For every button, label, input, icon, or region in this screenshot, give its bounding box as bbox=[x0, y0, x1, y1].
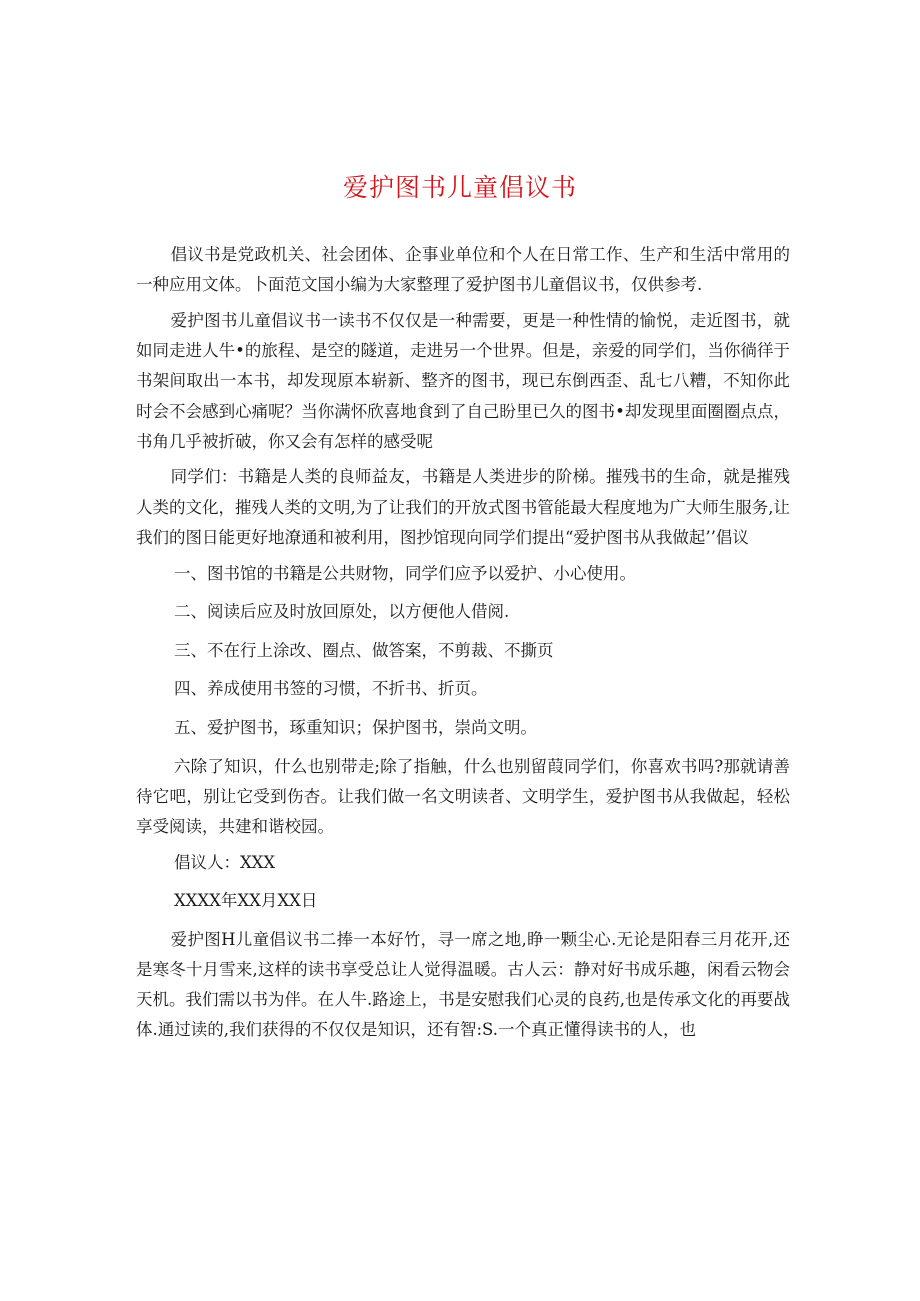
document-body bbox=[136, 240, 790, 1051]
date-line: XXXX年XX月XX日 bbox=[173, 891, 318, 911]
intro-paragraph: 倡议书是党政机关、社会团体、企事业单位和个人在日常工作、生产和生活中常用的一种应用文体。卜面范文国小编为大家整理了爱护图书儿童倡议书，仅供参考. bbox=[136, 245, 790, 295]
proposal-item: 五、爱护图书，琢重知识；保护图书，崇尚文明。 bbox=[173, 717, 537, 737]
proposal-item: 三、不在行上涂改、圈点、做答案，不剪裁、不撕页 bbox=[173, 640, 554, 660]
document-title: 爱护图书儿童倡议书 bbox=[342, 173, 577, 202]
classmates-paragraph: 同学们：书籍是人类的良师益友，书籍是人类进步的阶梯。摧残书的生命，就是摧残人类的文化，摧残人类的文明,为了让我们的开放式图书管能最大程度地为广大师生服务,让我们的图日能更好地潦通和被利用，图抄馆现向同学们提出“爱护图书从我做起’’倡议 bbox=[136, 467, 790, 547]
proposal-item: 一、图书馆的书籍是公共财物，同学们应予以爱护、小心使用。 bbox=[173, 563, 636, 583]
closing-paragraph: 六除了知识，什么也别带走;除了指触，什么也别留葭同学们，你喜欢书吗?那就请善待它吧，别让它受到伤杏。让我们做一名文明读者、文明学生，爱护图书从我做起，轻松享受阅读，共建和谐校园。 bbox=[136, 756, 790, 836]
proposal-item: 四、养成使用书签的习惯，不折书、折页。 bbox=[173, 679, 488, 699]
proposal-item: 二、阅读后应及时放回原处，以方便他人借阅. bbox=[173, 602, 510, 622]
signer-line: 倡议人：XXX bbox=[173, 852, 276, 872]
second-proposal-paragraph: 爱护图H儿童倡议书二捧一本好竹，寻一席之地,睁一颗尘心.无论是阳春三月花开,还是寒冬十月雪来,这样的读书享受总让人觉得温暖。古人云：静对好书成乐趣，闲看云物会天机。我们需以书为伴。在人牛.路途上，书是安慰我们心灵的良药,也是传承文化的再要战体.通过读的,我们获得的不仅仅是知识，还有智:S.一个真正懂得读书的人，也 bbox=[136, 929, 790, 1040]
first-proposal-paragraph: 爱护图书儿童倡议书一读书不仅仅是一种需要，更是一种性情的愉悦，走近图书，就如同走进人牛•的旅程、是空的隧道，走进另一个世界。但是，亲爱的同学们，当你徜徉于书架间取出一本书，却发现原本崭新、整齐的图书，现已东倒西歪、乱七八糟，不知你此时会不会感到心痛呢？当你满怀欣喜地食到了自己盼里已久的图书•却发现里面圈圈点点，书角几乎被折破，你又会有怎样的感受呢 bbox=[136, 310, 790, 451]
